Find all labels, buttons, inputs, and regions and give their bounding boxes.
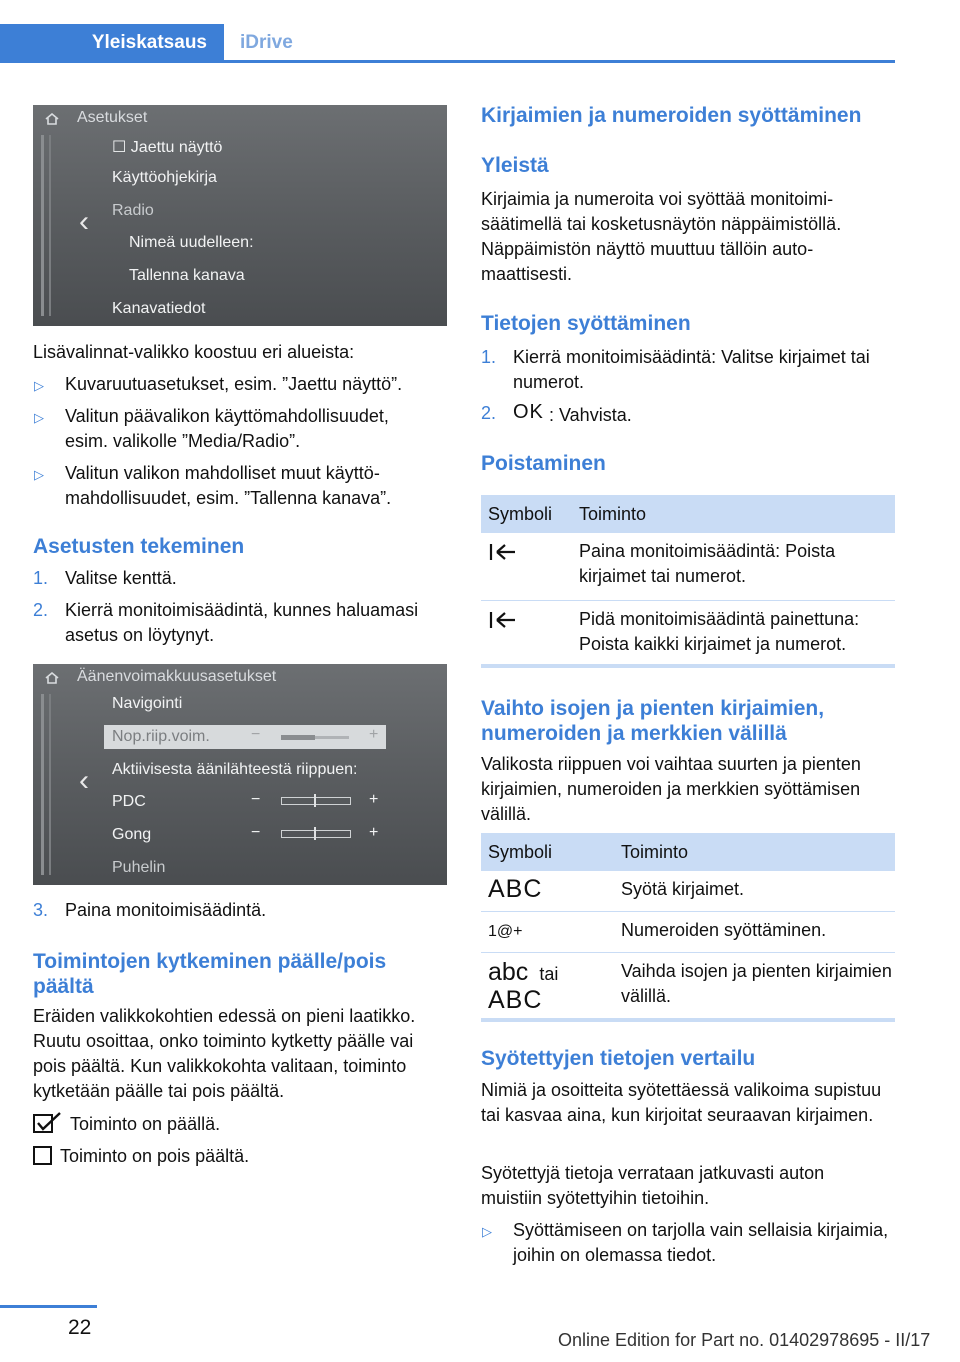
slider-track [281, 830, 351, 838]
checkbox-checked-icon [33, 1112, 63, 1134]
scroll-rail [41, 135, 44, 316]
plus-sign: + [369, 824, 379, 841]
table-cell: Pidä monitoimisäädintä painettuna: Poista kaikki kirjaimet ja numerot. [579, 609, 860, 654]
step-text: Valitse kenttä. [65, 568, 177, 588]
step-text: Kierrä monitoimisäädintä: Valitse kirjaimet tai numerot. [513, 347, 870, 392]
abc-lowercase-icon: abc [488, 958, 529, 986]
tab-yleiskatsaus[interactable]: Yleiskatsaus [0, 24, 224, 62]
slider-fill [281, 735, 315, 740]
bullet-text: Valitun päävalikon käyttömahdollisuudet, esim. valikolle ”Media/Radio”. [65, 406, 389, 451]
step-number: 1. [33, 568, 49, 588]
table-end-rule [481, 664, 895, 668]
minus-sign: − [251, 726, 261, 743]
menu-item-nopeus: Nop.riip.voim. [112, 728, 210, 745]
step-number: 1. [481, 347, 497, 367]
home-icon [45, 672, 59, 684]
general-paragraph: Kirjaimia ja numeroita voi syöttää monitoimisäätimellä tai kosketusnäytön näppäimistöllä. Näppäimistön näyttö muuttuu tällöin automaattisesti. [481, 189, 842, 284]
switch-paragraph: Valikosta riippuen voi vaihtaa suurten ja pienten kirjaimien, numeroiden ja merkkien syöttämisen välillä. [481, 754, 861, 824]
footer-rule [0, 1305, 97, 1308]
abc-uppercase-icon: ABC [488, 986, 543, 1014]
menu-item-nimea: Nimeä uudelleen: [129, 234, 254, 251]
table-cell: Numeroiden syöttäminen. [614, 912, 895, 953]
menu-item-kayttoohje: Käyttöohjekirja [112, 169, 217, 186]
numbers-symbols-icon: 1@+ [488, 923, 523, 940]
switch-table [481, 833, 895, 1021]
heading-poistaminen: Poistaminen [481, 452, 606, 475]
slider-marker [314, 794, 316, 807]
menu-item-puhelin: Puhelin [112, 859, 166, 876]
bullet-triangle-icon: ▷ [34, 378, 44, 393]
table-header: Toiminto [614, 833, 895, 871]
bullet-triangle-icon: ▷ [34, 410, 44, 425]
toggle-off-text: Toiminto on pois päältä. [60, 1146, 250, 1166]
plus-sign: + [369, 726, 379, 743]
table-header: Toiminto [572, 495, 895, 533]
abc-uppercase-icon: ABC [488, 875, 543, 903]
scroll-rail-inner [49, 694, 51, 875]
volume-settings-screenshot [33, 664, 447, 885]
menu-item-navigointi: Navigointi [112, 695, 183, 712]
step-text: Kierrä monitoimisäädintä, kunnes haluamasi asetus on löytynyt. [65, 600, 419, 645]
scroll-rail-inner [49, 135, 51, 316]
screen-title: Äänenvoimakkuusasetukset [77, 668, 277, 685]
table-row [481, 953, 895, 1022]
table-end-rule [481, 1018, 895, 1022]
heading-vaihto: Vaihto isojen ja pienten kirjaimien, numeroiden ja merkkien välillä [481, 697, 825, 745]
heading-asetusten: Asetusten tekeminen [33, 535, 245, 558]
bullet-text: Syöttämiseen on tarjolla vain sellaisia kirjaimia, joihin on olemassa tiedot. [513, 1220, 889, 1265]
minus-sign: − [251, 824, 261, 841]
bullet-triangle-icon: ▷ [482, 1224, 492, 1239]
page-number: 22 [68, 1316, 92, 1339]
backspace-icon [488, 610, 518, 630]
toggle-on-text: Toiminto on päällä. [70, 1114, 221, 1134]
menu-item-gong: Gong [112, 826, 152, 843]
step-number: 2. [33, 600, 49, 620]
page-header [0, 0, 960, 62]
heading-yleista: Yleistä [481, 154, 549, 177]
menu-item-aktiivisesta: Aktiivisesta äänilähteestä riippuen: [112, 761, 358, 778]
menu-item-pdc: PDC [112, 793, 146, 810]
heading-kirjaimien: Kirjaimien ja numeroiden syöttäminen [481, 104, 862, 127]
edition-note: Online Edition for Part no. 01402978695 - II/17 [558, 1330, 931, 1350]
compare-paragraph-1: Nimiä ja osoitteita syötettäessä valikoima supistuu tai kasvaa aina, kun kirjoitat seuraavan kirjaimen. [481, 1080, 882, 1125]
or-text: tai [539, 964, 559, 984]
menu-item-tallenna: Tallenna kanava [129, 267, 245, 284]
checkbox-empty-icon [33, 1146, 53, 1166]
scroll-rail [41, 694, 44, 875]
heading-syotettyjen: Syötettyjen tietojen vertailu [481, 1047, 756, 1070]
chevron-left-icon: ‹ [79, 764, 89, 797]
header-rule [0, 60, 895, 63]
toggle-paragraph: Eräiden valikkokohtien edessä on pieni laatikko. Ruutu osoittaa, onko toiminto kytketty päälle vai pois päältä. Kun valikkokohta valitaan, toiminto kytketään päälle tai pois päältä. [33, 1006, 416, 1101]
table-row [481, 533, 895, 601]
table-row [481, 601, 895, 669]
bullet-text: Kuvaruutuasetukset, esim. ”Jaettu näyttö”. [65, 374, 403, 394]
slider-track [281, 797, 351, 805]
table-row [481, 871, 895, 912]
bullet-triangle-icon: ▷ [34, 467, 44, 482]
table-cell: Syötä kirjaimet. [614, 871, 895, 912]
minus-sign: − [251, 791, 261, 808]
backspace-icon [488, 542, 518, 562]
screen-title: Asetukset [77, 109, 148, 126]
chevron-left-icon: ‹ [79, 205, 89, 238]
tab-idrive[interactable]: iDrive [224, 24, 895, 62]
settings-screenshot [33, 105, 447, 326]
menu-item-kanavatiedot: Kanavatiedot [112, 300, 206, 317]
step-number: 2. [481, 403, 497, 423]
menu-item-jaettu: ☐ Jaettu näyttö [112, 139, 223, 156]
bullet-text: Valitun valikon mahdolliset muut käyttömahdollisuudet, esim. ”Tallenna kanava”. [65, 463, 392, 508]
table-cell: Paina monitoimisäädintä: Poista kirjaimet tai numerot. [572, 533, 895, 601]
menu-item-radio: Radio [112, 202, 154, 219]
compare-paragraph-2: Syötettyjä tietoja verrataan jatkuvasti auton muistiin syötettyihin tietoihin. [481, 1163, 825, 1208]
step-number: 3. [33, 900, 49, 920]
plus-sign: + [369, 791, 379, 808]
step-text: : Vahvista. [549, 405, 632, 425]
table-header: Symboli [481, 833, 614, 871]
table-header: Symboli [481, 495, 572, 533]
delete-table [481, 495, 895, 668]
home-icon [45, 113, 59, 125]
table-row [481, 912, 895, 953]
heading-toimintojen: Toimintojen kytkeminen päälle/pois päältä [33, 950, 387, 998]
ok-symbol-icon: OK [513, 401, 544, 423]
step-text: Paina monitoimisäädintä. [65, 900, 267, 920]
slider-marker [314, 827, 316, 840]
heading-tietojen: Tietojen syöttäminen [481, 312, 691, 335]
options-intro: Lisävalinnat-valikko koostuu eri alueista: [33, 342, 355, 362]
table-cell: Vaihda isojen ja pienten kirjaimien välillä. [621, 961, 892, 1006]
